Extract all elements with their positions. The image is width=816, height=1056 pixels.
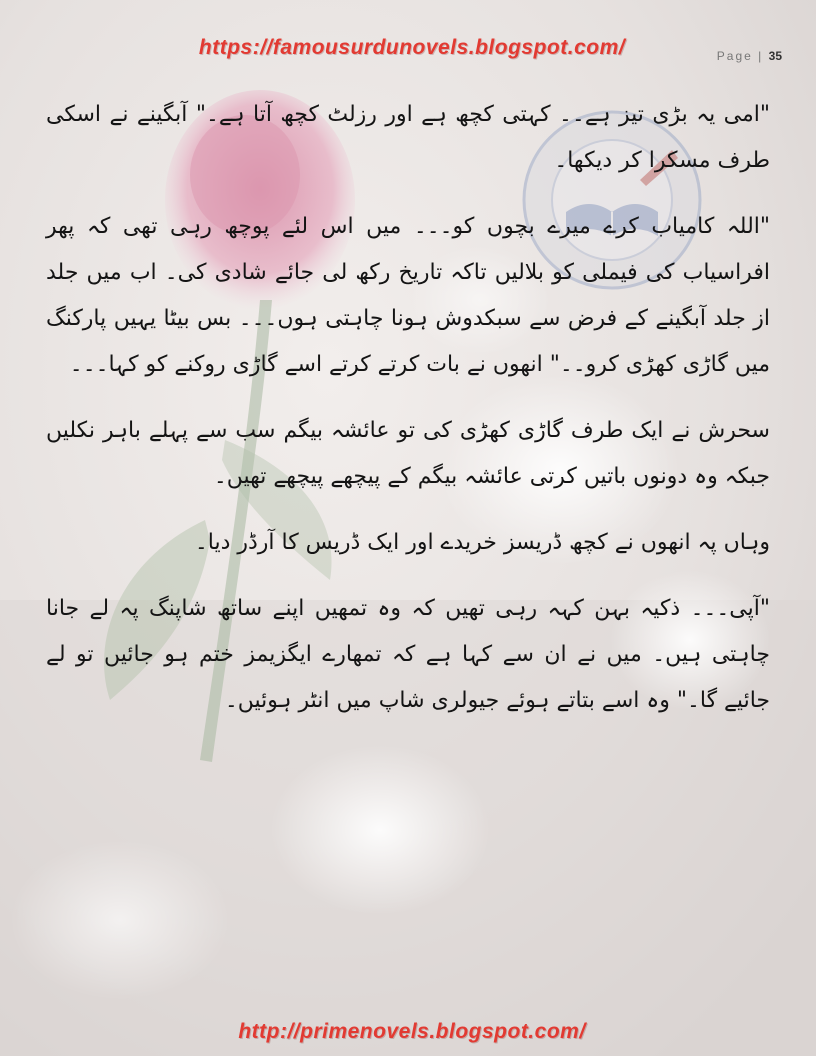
page-number-value: 35 [768,49,782,63]
paragraph: سحرش نے ایک طرف گاڑی کھڑی کی تو عائشہ بیگم سب سے پہلے باہر نکلیں جبکہ وہ دونوں باتیں کرتی عائشہ بیگم کے پیچھے پیچھے تھیں۔ [46,418,770,489]
novel-text [46,92,770,744]
page-number [717,49,782,63]
paragraph: "آپی۔۔۔ ذکیہ بہن کہہ رہی تھیں کہ وہ تمھیں اپنے ساتھ شاپنگ پہ لے جانا چاہتی ہیں۔ میں نے ان سے کہا ہے کہ تمھارے ایگزیمز ختم ہو جائیں تو لے جائیے گا۔" وہ اسے بتاتے ہوئے جیولری شاپ میں انٹر ہوئیں۔ [46,596,770,713]
page-separator: | [758,49,764,63]
paragraph: وہاں پہ انھوں نے کچھ ڈریسز خریدے اور ایک ڈریس کا آرڈر دیا۔ [194,530,770,555]
footer-url-link[interactable]: http://primenovels.blogspot.com/ [238,1020,586,1043]
page-label: Page [716,49,753,63]
header-url-link[interactable]: https://famousurdunovels.blogspot.com/ [198,36,626,59]
paragraph: "امی یہ بڑی تیز ہے۔۔ کہتی کچھ ہے اور رزلٹ کچھ آتا ہے۔" آبگینے نے اسکی طرف مسکرا کر دیکھا۔ [46,102,770,173]
paragraph: "اللہ کامیاب کرے میرے بچوں کو۔۔۔ میں اس لئے پوچھ رہی تھی کہ پھر افراسیاب کی فیملی کو بلالیں تاکہ تاریخ رکھ لی جائے شادی کی۔ اب میں جلد از جلد آبگینے کے فرض سے سبکدوش ہونا چاہتی ہوں۔۔۔ بس بیٹا یہیں پارکنگ میں گاڑی کھڑی کرو۔۔" انھوں نے بات کرتے کرتے اسے گاڑی روکنے کو کہا۔۔۔ [46,214,770,377]
